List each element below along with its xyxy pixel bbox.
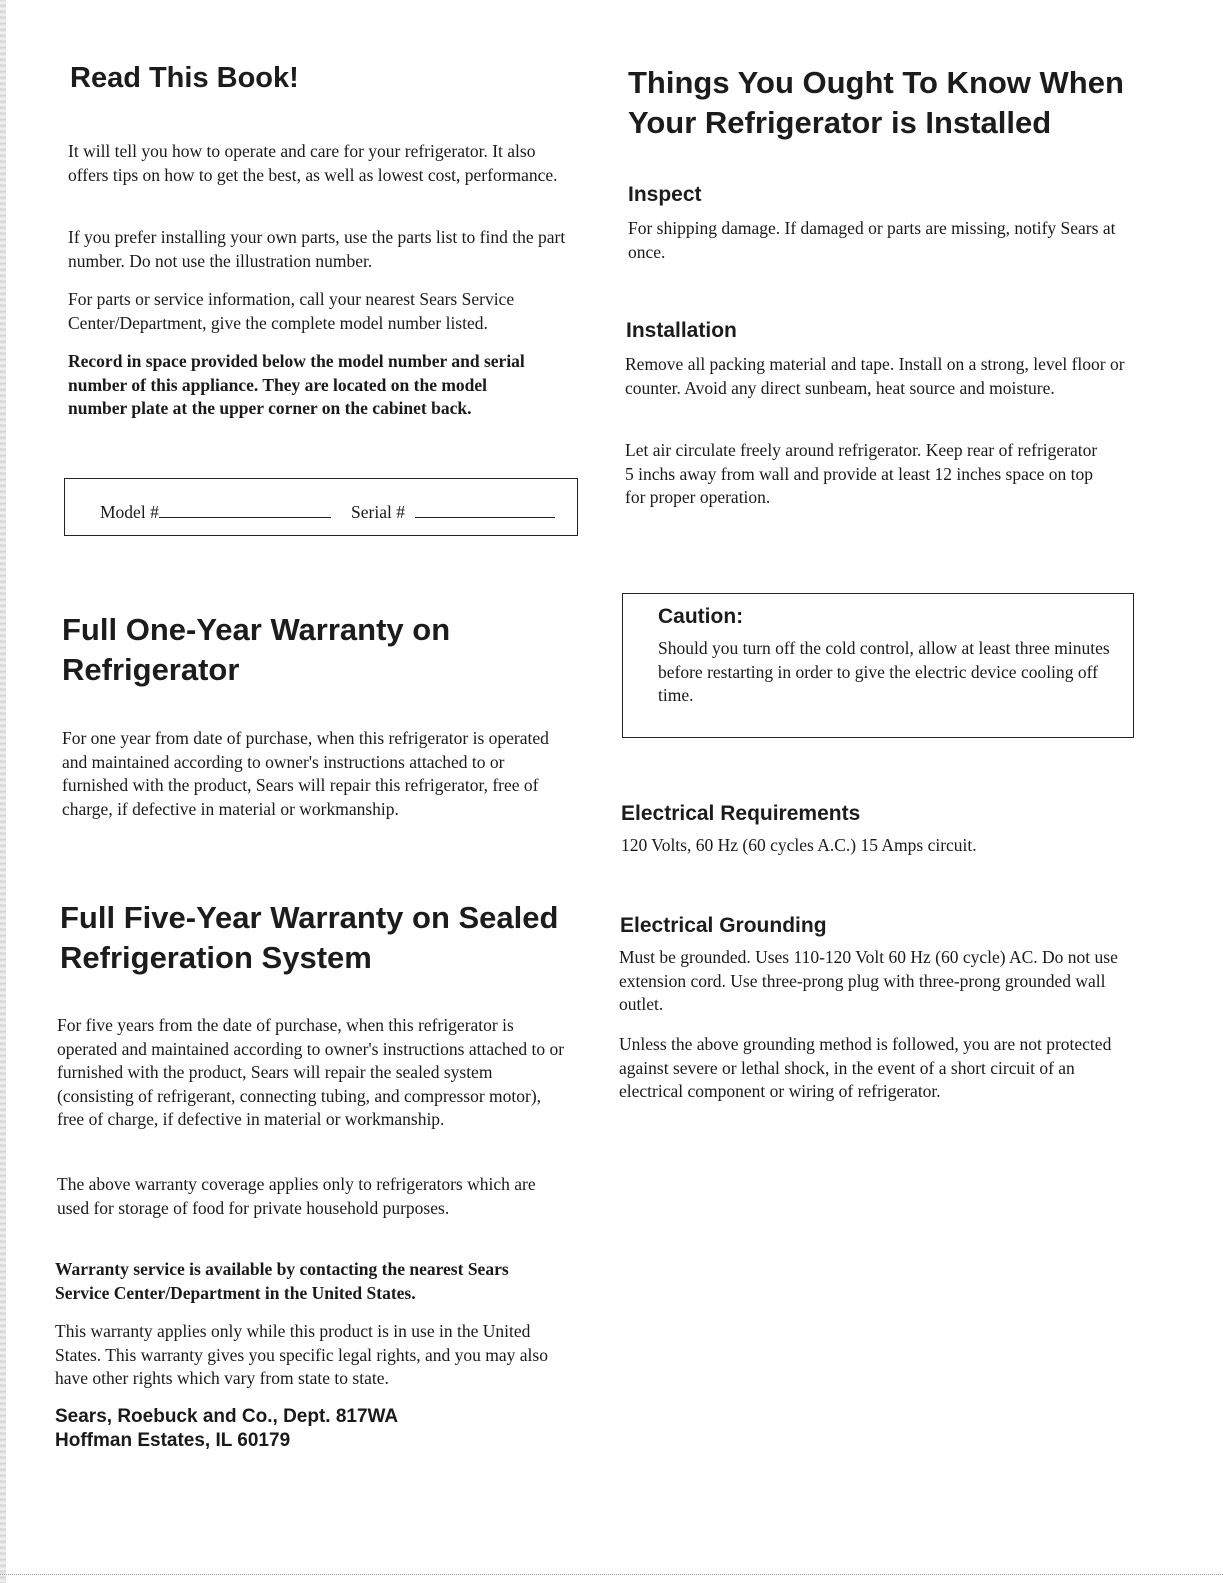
scan-edge (0, 0, 6, 1583)
caution-p1: Should you turn off the cold control, allow at least three minutes before restarting in order to give the electric device cooling off time. (658, 638, 1110, 705)
read-book-p2: If you prefer installing your own parts, use the parts list to find the part number. Do not use the illustration number. (68, 227, 566, 271)
inspect-heading: Inspect (628, 183, 702, 206)
five-year-p2: The above warranty coverage applies only to refrigerators which are used for storage of food for private household purposes. (57, 1174, 536, 1218)
five-year-title (60, 898, 600, 978)
caution-box (622, 593, 1134, 738)
electrical-grounding-p2: Unless the above grounding method is followed, you are not protected against severe or lethal shock, in the event of a short circuit of an electrical component or wiring of refrigerator. (619, 1034, 1112, 1101)
installed-title-line1: Things You Ought To Know When (628, 65, 1124, 100)
model-field (100, 499, 331, 523)
one-year-title (62, 610, 582, 690)
installed-title (628, 63, 1188, 143)
serial-blank (415, 499, 555, 518)
electrical-requirements-heading: Electrical Requirements (621, 802, 861, 825)
five-year-p1: For five years from the date of purchase, when this refrigerator is operated and maintained according to owner's instructions attached to or furnished with the product, Sears will repair the sealed system (consisting of refrigerant, connecting tubing, and compressor motor), free of charge, if defective in material or workmanship. (57, 1015, 565, 1129)
serial-field (351, 499, 555, 523)
inspect-p1: For shipping damage. If damaged or parts are missing, notify Sears at once. (628, 218, 1116, 262)
model-serial-box (64, 478, 578, 536)
one-year-p1: For one year from date of purchase, when this refrigerator is operated and maintained according to owner's instructions attached to or furnished with the product, Sears will repair this refrigerator, free of charge, if defective in material or workmanship. (62, 728, 549, 819)
five-year-title-line2: Refrigeration System (60, 940, 372, 975)
model-blank (159, 499, 331, 518)
read-book-p3: For parts or service information, call your nearest Sears Service Center/Department, give the complete model number listed. (68, 289, 515, 333)
five-year-p4: This warranty applies only while this product is in use in the United States. This warranty gives you specific legal rights, and you may also have other rights which vary from state to state. (55, 1321, 548, 1388)
one-year-title-line2: Refrigerator (62, 652, 240, 687)
address-line1: Sears, Roebuck and Co., Dept. 817WA (55, 1406, 399, 1427)
read-book-record-note: Record in space provided below the model number and serial number of this appliance. They are located on the model number plate at the upper corner on the cabinet back. (68, 351, 525, 418)
electrical-grounding-p1: Must be grounded. Uses 110-120 Volt 60 Hz (60 cycle) AC. Do not use extension cord. Use three-prong plug with three-prong grounded wall outlet. (619, 947, 1118, 1014)
sears-address (55, 1405, 575, 1453)
read-book-title: Read This Book! (70, 62, 299, 94)
electrical-grounding-heading: Electrical Grounding (620, 914, 827, 937)
installed-title-line2: Your Refrigerator is Installed (628, 105, 1052, 140)
installation-p2: Let air circulate freely around refrigerator. Keep rear of refrigerator 5 inchs away from wall and provide at least 12 inches space on top for proper operation. (625, 440, 1098, 507)
installation-p1: Remove all packing material and tape. Install on a strong, level floor or counter. Avoid any direct sunbeam, heat source and moisture. (625, 354, 1125, 398)
read-book-p1: It will tell you how to operate and care for your refrigerator. It also offers tips on how to get the best, as well as lowest cost, performance. (68, 141, 558, 185)
installation-heading: Installation (626, 319, 737, 342)
model-label: Model # (100, 502, 159, 522)
caution-heading: Caution: (658, 605, 744, 628)
five-year-service-note: Warranty service is available by contacting the nearest Sears Service Center/Department in the United States. (55, 1259, 509, 1303)
one-year-title-line1: Full One-Year Warranty on (62, 612, 451, 647)
address-line2: Hoffman Estates, IL 60179 (55, 1430, 291, 1451)
electrical-requirements-p1: 120 Volts, 60 Hz (60 cycles A.C.) 15 Amps circuit. (621, 835, 977, 855)
five-year-title-line1: Full Five-Year Warranty on Sealed (60, 900, 559, 935)
serial-label: Serial # (351, 502, 405, 522)
scan-bottom-edge (0, 1574, 1223, 1583)
